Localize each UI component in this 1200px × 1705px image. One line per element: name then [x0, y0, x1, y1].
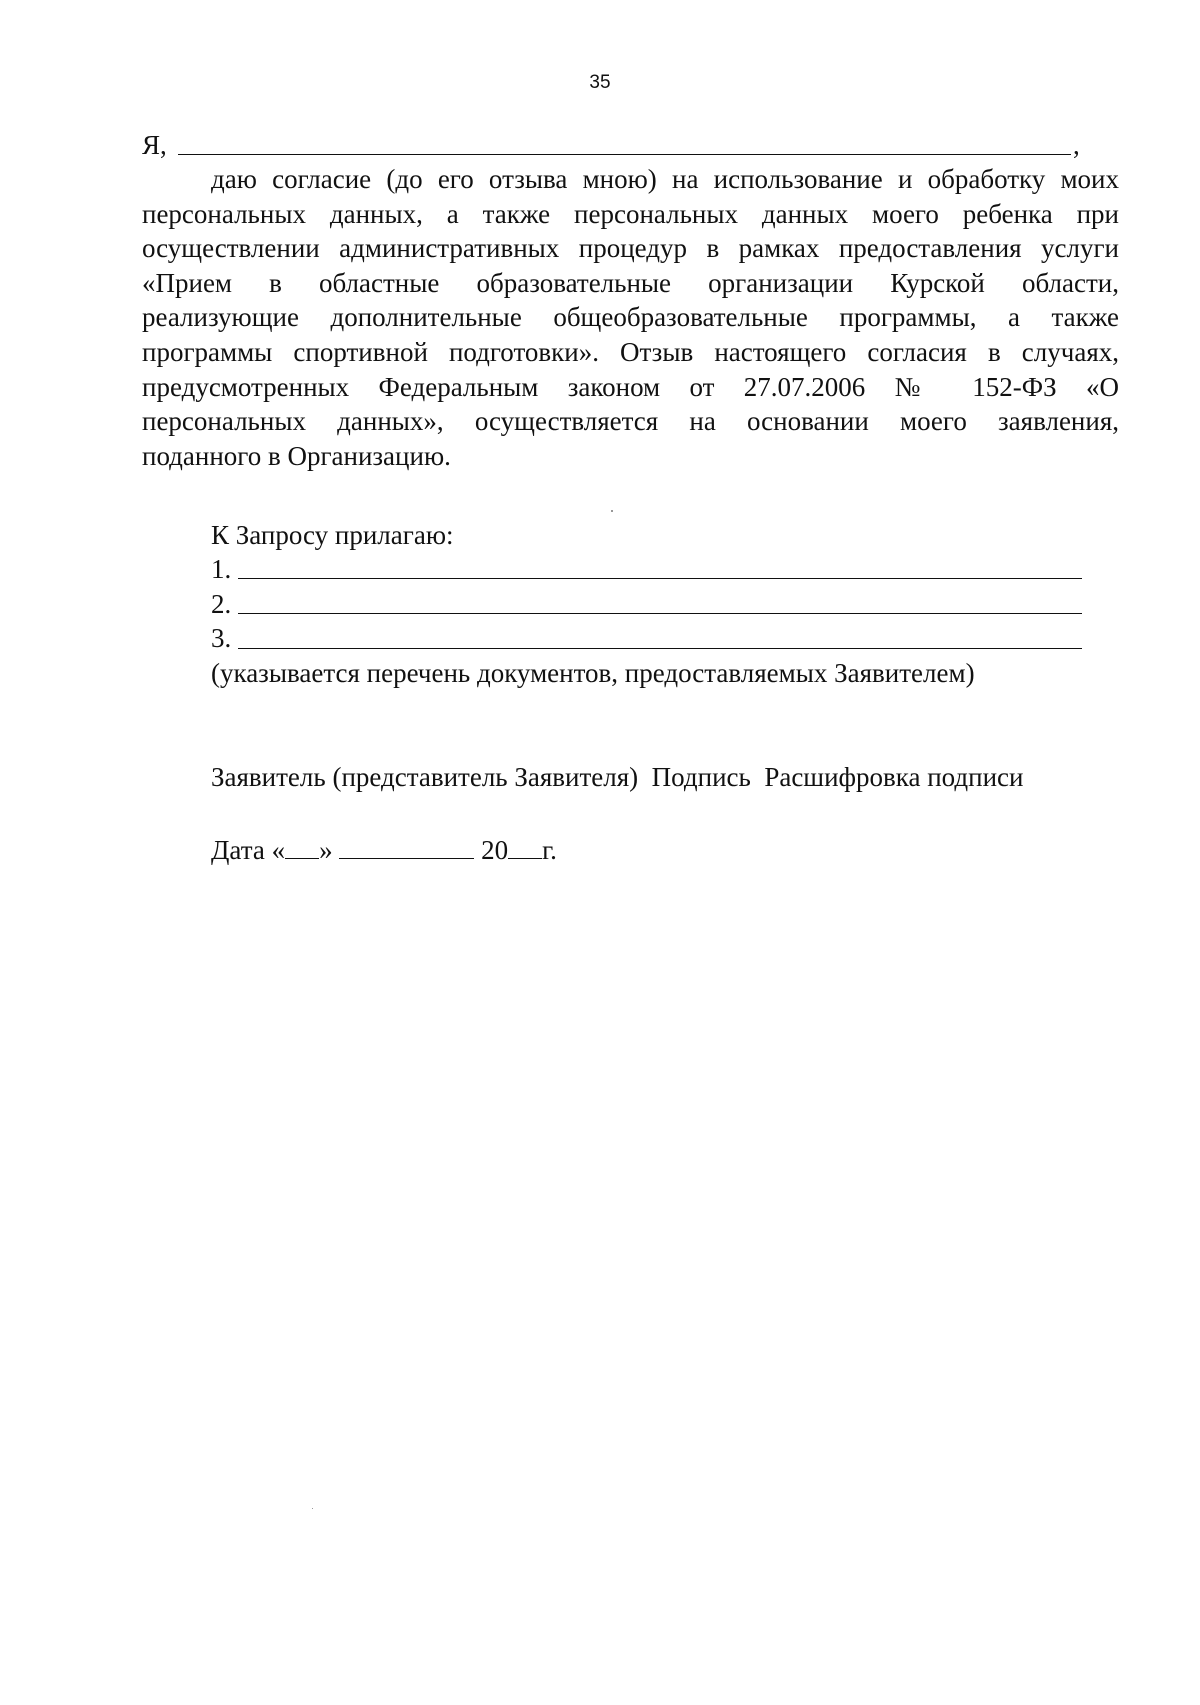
attachments-note: (указывается перечень документов, предоставляемых Заявителем) [211, 658, 975, 688]
consent-paragraph [142, 162, 1119, 473]
attachment-number: 3. [211, 623, 232, 653]
scan-speck [611, 510, 613, 512]
date-day-field[interactable] [285, 836, 319, 859]
consent-line: осуществлении административных процедур в рамках предоставления услуги [142, 233, 1119, 264]
attachment-field-1[interactable] [238, 578, 1082, 579]
date-month-field[interactable] [339, 836, 474, 859]
consent-line: предусмотренных Федеральным законом от 27.07.2006 № 152-ФЗ «О [142, 371, 1119, 402]
date-close-quote: » [319, 835, 333, 865]
applicant-prefix: Я, [142, 130, 167, 160]
consent-line: персональных данных, а также персональных данных моего ребенка при [142, 198, 1119, 229]
signature-row [211, 760, 1023, 794]
consent-line: реализующие дополнительные общеобразовательные программы, а также [142, 302, 1119, 333]
scan-speck [312, 1508, 313, 1509]
consent-line: «Прием в областные образовательные организации Курской области, [142, 267, 1119, 298]
signature-label: Подпись [651, 762, 751, 792]
consent-line: персональных данных», осуществляется на основании моего заявления, [142, 406, 1119, 437]
attachments-title: К Запросу прилагаю: [211, 520, 454, 550]
page-number: 35 [589, 72, 611, 93]
attachment-number: 2. [211, 589, 232, 619]
applicant-name-field[interactable] [178, 154, 1071, 155]
consent-last-line: поданного в Организацию. [142, 440, 451, 471]
applicant-suffix: , [1073, 130, 1080, 160]
consent-line: даю согласие (до его отзыва мною) на использование и обработку моих [211, 164, 1119, 194]
applicant-label: Заявитель (представитель Заявителя) [211, 762, 639, 792]
attachment-number: 1. [211, 554, 232, 584]
signature-decoding-label: Расшифровка подписи [764, 762, 1024, 792]
date-year-prefix: 20 [481, 835, 509, 865]
date-year-field[interactable] [508, 836, 542, 859]
date-year-suffix: г. [542, 835, 557, 865]
consent-line: программы спортивной подготовки». Отзыв настоящего согласия в случаях, [142, 336, 1119, 367]
attachment-field-3[interactable] [238, 648, 1082, 649]
date-row [211, 833, 557, 867]
date-label: Дата « [211, 835, 286, 865]
attachment-field-2[interactable] [238, 613, 1082, 614]
